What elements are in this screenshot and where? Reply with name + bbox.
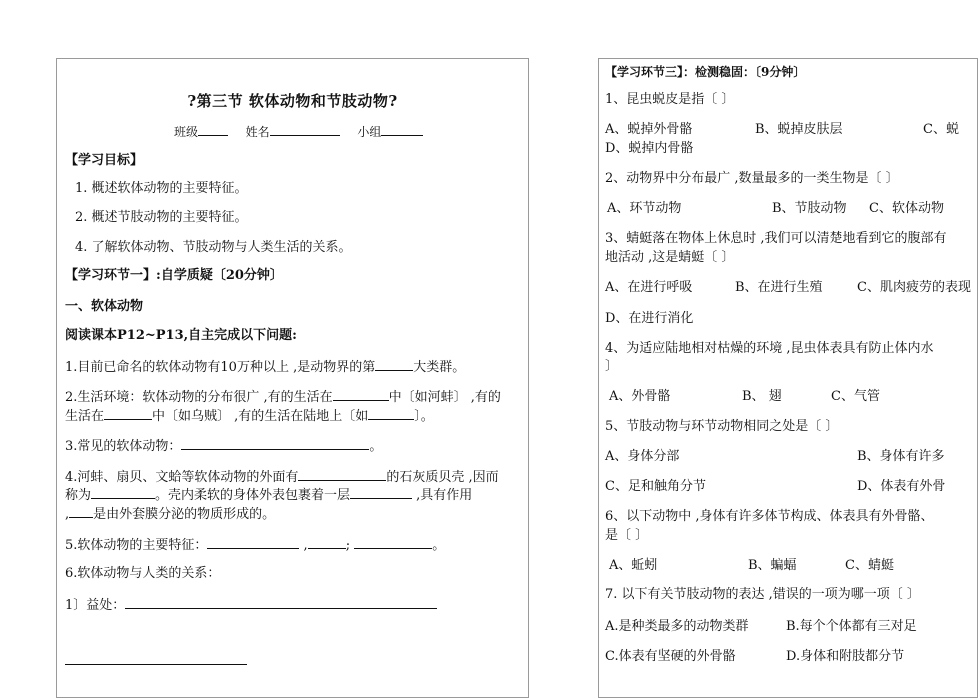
quiz-q1-option-c[interactable]: C、蜕 bbox=[923, 122, 959, 137]
question-6-1: 1〕益处： bbox=[65, 595, 437, 615]
quiz-question-6-line2: 是〔 〕 bbox=[605, 528, 649, 543]
q2-blank-1[interactable] bbox=[333, 387, 389, 401]
group-field[interactable] bbox=[381, 122, 423, 136]
question-6: 6.软体动物与人类的关系： bbox=[65, 566, 221, 581]
question-4-line3: , 是由外套膜分泌的物质形成的。 bbox=[65, 504, 275, 524]
quiz-question-3-line2: 地活动 ,这是蜻蜓〔 〕 bbox=[605, 250, 735, 265]
q5-blank-3[interactable] bbox=[354, 535, 432, 549]
quiz-q5-option-c[interactable]: C、足和触角分节 bbox=[605, 479, 706, 494]
quiz-q2-option-a[interactable]: A、环节动物 bbox=[607, 201, 682, 216]
quiz-q7-option-d[interactable]: D.身体和附肢都分节 bbox=[786, 649, 905, 664]
q2-blank-2[interactable] bbox=[104, 406, 152, 420]
quiz-question-6-line1: 6、以下动物中 ,身体有许多体节构成、体表具有外骨骼、 bbox=[605, 509, 934, 524]
objectives-header: 【学习目标】 bbox=[65, 153, 144, 168]
q4-blank-2[interactable] bbox=[91, 485, 155, 499]
quiz-question-4-line2: 〕 bbox=[605, 359, 619, 374]
q3-blank[interactable] bbox=[181, 436, 369, 450]
name-field[interactable] bbox=[270, 122, 340, 136]
q4-blank-1[interactable] bbox=[298, 467, 386, 481]
quiz-q3-option-c[interactable]: C、肌肉疲劳的表现 bbox=[857, 280, 971, 295]
quiz-q2-option-c[interactable]: C、软体动物 bbox=[869, 201, 944, 216]
quiz-q5-option-d[interactable]: D、体表有外骨 bbox=[857, 479, 946, 494]
quiz-q4-option-c[interactable]: C、气管 bbox=[831, 389, 880, 404]
quiz-q5-option-a[interactable]: A、身体分部 bbox=[605, 449, 680, 464]
quiz-q4-option-a[interactable]: A、外骨骼 bbox=[609, 389, 671, 404]
quiz-question-4-line1: 4、为适应陆地相对枯燥的环境 ,昆虫体表具有防止体内水 bbox=[605, 341, 934, 356]
reading-instruction: 阅读课本P12~P13,自主完成以下问题: bbox=[65, 328, 297, 343]
question-2-line2: 生活在 中〔如乌贼〕 ,有的生活在陆地上〔如 〕。 bbox=[65, 406, 434, 426]
objective-item: 1. 概述软体动物的主要特征。 bbox=[75, 181, 248, 196]
quiz-q1-option-a[interactable]: A、蜕掉外骨骼 bbox=[605, 122, 693, 137]
question-1: 1.目前已命名的软体动物有10万种以上 ,是动物界的第 大类群。 bbox=[65, 357, 465, 377]
section1-header: 【学习环节一】:自学质疑〔20分钟〕 bbox=[65, 268, 283, 283]
quiz-q7-option-a[interactable]: A.是种类最多的动物类群 bbox=[605, 619, 749, 634]
part1-title: 一、软体动物 bbox=[65, 299, 144, 314]
q4-blank-4[interactable] bbox=[69, 504, 93, 518]
quiz-q5-option-b[interactable]: B、身体有许多 bbox=[857, 449, 945, 464]
question-2-line1: 2.生活环境：软体动物的分布很广 ,有的生活在 中〔如河蚌〕 ,有的 bbox=[65, 387, 501, 407]
q6-1-blank-continued[interactable] bbox=[65, 651, 247, 665]
student-info-row bbox=[174, 122, 423, 141]
quiz-question-3-line1: 3、蜻蜓落在物体上休息时 ,我们可以清楚地看到它的腹部有 bbox=[605, 231, 947, 246]
section3-header: 【学习环节三】：检测稳固：〔9分钟〕 bbox=[605, 65, 806, 79]
objective-item: 4. 了解软体动物、节肢动物与人类生活的关系。 bbox=[75, 240, 352, 255]
question-3: 3.常见的软体动物： 。 bbox=[65, 436, 382, 456]
q6-1-blank[interactable] bbox=[125, 595, 437, 609]
page-title: ?第三节 软体动物和节肢动物? bbox=[187, 92, 398, 110]
worksheet-page-left bbox=[56, 58, 529, 698]
quiz-q4-option-b[interactable]: B、 翅 bbox=[742, 389, 782, 404]
worksheet-page-right bbox=[598, 58, 978, 698]
quiz-q2-option-b[interactable]: B、节肢动物 bbox=[772, 201, 847, 216]
q2-blank-3[interactable] bbox=[368, 406, 414, 420]
class-label: 班级 bbox=[174, 125, 199, 139]
quiz-question-5: 5、节肢动物与环节动物相同之处是〔 〕 bbox=[605, 419, 839, 434]
quiz-question-1: 1、昆虫蜕皮是指〔 〕 bbox=[605, 92, 735, 107]
objective-item: 2. 概述节肢动物的主要特征。 bbox=[75, 210, 248, 225]
quiz-q6-option-b[interactable]: B、蝙蝠 bbox=[748, 558, 797, 573]
q4-blank-3[interactable] bbox=[350, 485, 412, 499]
quiz-q7-option-c[interactable]: C.体表有坚硬的外骨骼 bbox=[605, 649, 736, 664]
quiz-q6-option-a[interactable]: A、蚯蚓 bbox=[609, 558, 658, 573]
group-label: 小组 bbox=[357, 125, 382, 139]
answer-line bbox=[65, 651, 247, 671]
quiz-q3-option-b[interactable]: B、在进行生殖 bbox=[735, 280, 823, 295]
quiz-q3-option-d[interactable]: D、在进行消化 bbox=[605, 311, 694, 326]
question-4-line1: 4.河蚌、扇贝、文蛤等软体动物的外面有 的石灰质贝壳 ,因而 bbox=[65, 467, 499, 487]
q1-blank[interactable] bbox=[375, 357, 413, 371]
name-label: 姓名 bbox=[245, 125, 270, 139]
question-4-line2: 称为 。壳内柔软的身体外表包裹着一层 ,具有作用 bbox=[65, 485, 472, 505]
quiz-question-2: 2、动物界中分布最广 ,数量最多的一类生物是〔 〕 bbox=[605, 171, 899, 186]
q5-blank-2[interactable] bbox=[308, 535, 346, 549]
question-5: 5.软体动物的主要特征： , ; 。 bbox=[65, 535, 445, 555]
quiz-q1-option-b[interactable]: B、蜕掉皮肤层 bbox=[755, 122, 843, 137]
q5-blank-1[interactable] bbox=[207, 535, 299, 549]
class-field[interactable] bbox=[198, 122, 228, 136]
quiz-q6-option-c[interactable]: C、蜻蜓 bbox=[845, 558, 894, 573]
quiz-q3-option-a[interactable]: A、在进行呼吸 bbox=[605, 280, 693, 295]
quiz-question-7: 7. 以下有关节肢动物的表达 ,错误的一项为哪一项〔 〕 bbox=[605, 587, 920, 602]
quiz-q7-option-b[interactable]: B.每个个体都有三对足 bbox=[786, 619, 917, 634]
quiz-q1-option-d[interactable]: D、蜕掉内骨骼 bbox=[605, 141, 694, 156]
